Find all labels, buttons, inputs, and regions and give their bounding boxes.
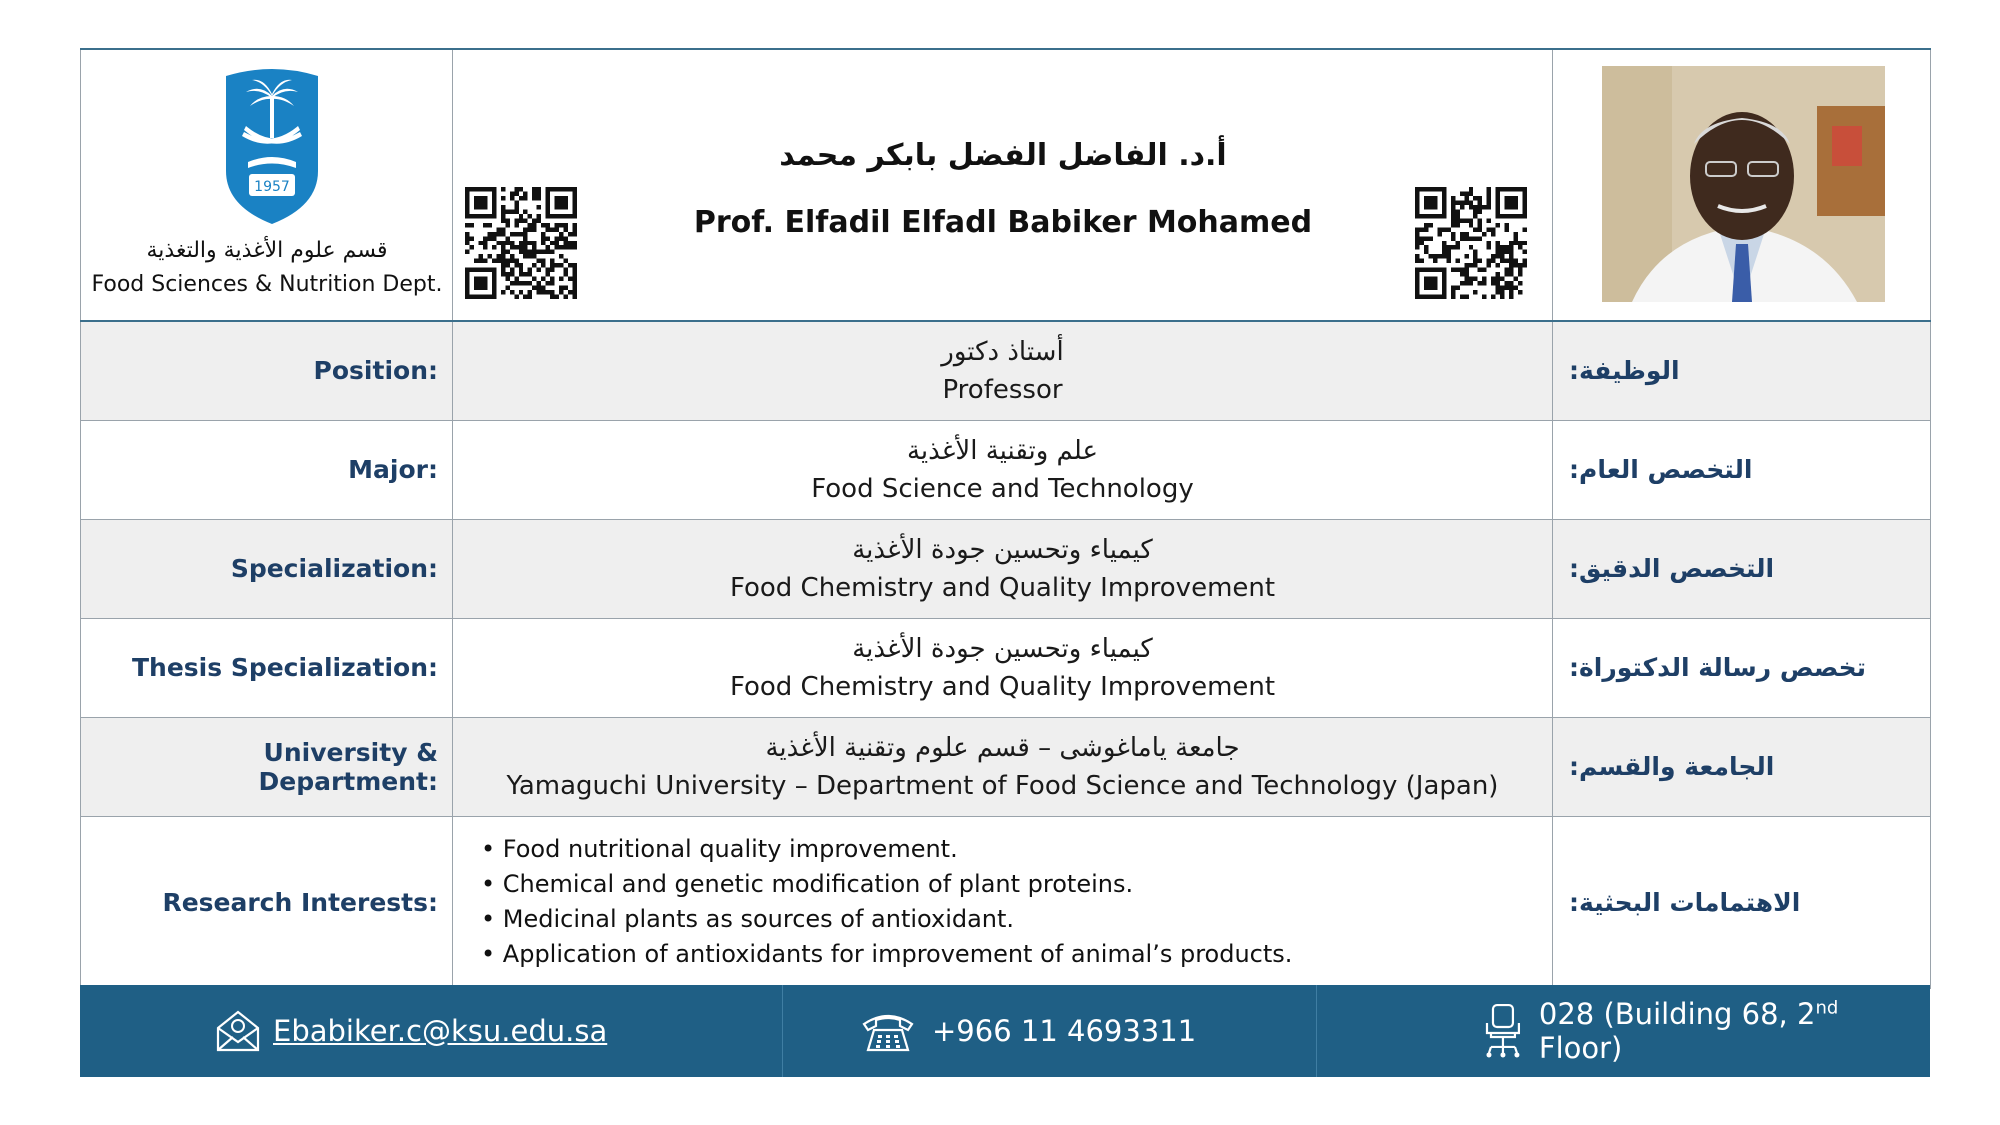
- row-value-ar: كيمياء وتحسين جودة الأغذية: [852, 534, 1153, 565]
- university-logo-icon: [222, 66, 322, 226]
- row-value-en: Yamaguchi University – Department of Food Science and Technology (Japan): [506, 770, 1499, 801]
- row-label-ar-text: الاهتمامات البحثية:: [1569, 887, 1801, 917]
- row-value: [453, 717, 1553, 816]
- row-label-ar: [1553, 816, 1931, 988]
- row-label-ar-text: تخصص رسالة الدكتوراة:: [1569, 653, 1866, 682]
- row-label-en: Position:: [81, 321, 453, 420]
- name-english: Prof. Elfadil Elfadl Babiker Mohamed: [693, 205, 1313, 240]
- row-label-en: Thesis Specialization:: [81, 618, 453, 717]
- row-label-ar-text: الجامعة والقسم:: [1569, 752, 1775, 781]
- profile-table: [80, 48, 1931, 989]
- row-value-ar: كيمياء وتحسين جودة الأغذية: [852, 633, 1153, 664]
- row-value: [453, 618, 1553, 717]
- dept-name-en: Food Sciences & Nutrition Dept.: [91, 272, 443, 297]
- qr-code-icon[interactable]: [465, 187, 577, 299]
- list-item: • Food nutritional quality improvement.: [481, 832, 1552, 867]
- list-item: • Chemical and genetic modification of plant proteins.: [481, 867, 1552, 902]
- row-value-en: Professor: [942, 374, 1063, 405]
- info-row-research-interests: [81, 816, 1931, 988]
- row-value-ar: جامعة ياماغوشى – قسم علوم وتقنية الأغذية: [765, 732, 1240, 763]
- info-row-specialization: [81, 519, 1931, 618]
- info-row-thesis-specialization: [81, 618, 1931, 717]
- row-label-ar: [1553, 618, 1931, 717]
- photo-cell: [1553, 49, 1931, 321]
- dept-name-ar: قسم علوم الأغذية والتغذية: [146, 238, 388, 263]
- research-list: [453, 816, 1553, 988]
- row-label-ar-text: التخصص العام:: [1569, 455, 1753, 484]
- svg-text:1957: 1957: [254, 179, 290, 195]
- phone-icon: [860, 1008, 916, 1054]
- logo-cell: [81, 49, 453, 321]
- footer-divider: [1316, 985, 1317, 1077]
- row-label-ar: [1553, 717, 1931, 816]
- header-row: [81, 49, 1931, 321]
- row-label-ar: [1553, 519, 1931, 618]
- name-arabic: أ.د. الفاضل الفضل بابكر محمد: [779, 138, 1227, 173]
- qr-code-icon[interactable]: [1415, 187, 1527, 299]
- phone-contact[interactable]: [860, 985, 1196, 1077]
- row-value: [453, 519, 1553, 618]
- office-chair-icon: [1483, 1003, 1523, 1059]
- row-label-en: University & Department:: [81, 717, 453, 816]
- row-label-ar: [1553, 420, 1931, 519]
- email-link[interactable]: Ebabiker.c@ksu.edu.sa: [273, 1014, 608, 1048]
- row-label-ar-text: التخصص الدقيق:: [1569, 554, 1775, 583]
- profile-card: [80, 48, 1930, 1078]
- row-value: [453, 321, 1553, 420]
- email-contact[interactable]: [215, 985, 607, 1077]
- info-row-position: [81, 321, 1931, 420]
- row-value: [453, 420, 1553, 519]
- office-location: 028 (Building 68, 2nd Floor): [1538, 997, 1839, 1065]
- footer-divider: [782, 985, 783, 1077]
- row-value-en: Food Science and Technology: [811, 473, 1194, 504]
- row-label-en: Specialization:: [81, 519, 453, 618]
- row-value-ar: أستاذ دكتور: [941, 336, 1064, 367]
- phone-number[interactable]: +966 11 4693311: [932, 1014, 1197, 1048]
- info-row-major: [81, 420, 1931, 519]
- email-icon: [215, 1008, 261, 1054]
- profile-photo: [1602, 66, 1885, 302]
- list-item: • Medicinal plants as sources of antioxidant.: [481, 902, 1552, 937]
- row-label-en: Research Interests:: [81, 816, 453, 988]
- name-cell: [453, 49, 1553, 321]
- info-row-university: [81, 717, 1931, 816]
- row-label-ar: [1553, 321, 1931, 420]
- row-label-en: Major:: [81, 420, 453, 519]
- office-contact: [1483, 985, 1930, 1077]
- list-item: • Application of antioxidants for improvement of animal’s products.: [481, 937, 1552, 972]
- contact-footer: [80, 985, 1930, 1077]
- row-label-ar-text: الوظيفة:: [1569, 356, 1680, 386]
- row-value-ar: علم وتقنية الأغذية: [906, 435, 1098, 466]
- row-value-en: Food Chemistry and Quality Improvement: [729, 572, 1276, 603]
- row-value-en: Food Chemistry and Quality Improvement: [729, 671, 1276, 702]
